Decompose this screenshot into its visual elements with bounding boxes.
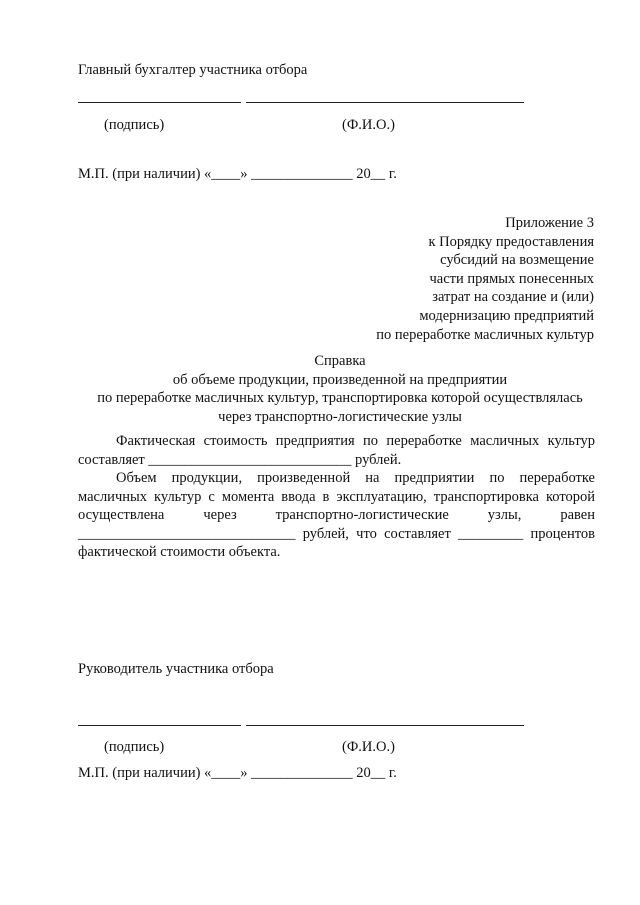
paragraph-1-text: Фактическая стоимость предприятия по переработке масличных культур составляет ____________________________ рублей. bbox=[78, 433, 595, 468]
title-line: об объеме продукции, произведенной на предприятии bbox=[172, 371, 508, 388]
paragraph-2-text: Объем продукции, произведенной на предприятии по переработке масличных культур с момента ввода в эксплуатацию, транспортировка которой осуществлена через транспортно-логистические узлы, равен ______________________________ рублей, что составляет _________ процентов фактической стоимости объекта. bbox=[78, 470, 595, 560]
appendix-line: субсидий на возмещение bbox=[440, 252, 594, 269]
title-line: по переработке масличных культур, транспортировка которой осуществлялась bbox=[97, 390, 583, 407]
name-caption: (Ф.И.О.) bbox=[342, 117, 395, 133]
appendix-line: к Порядку предоставления bbox=[428, 233, 594, 250]
body-paragraph-1 bbox=[78, 432, 595, 469]
body-paragraph-2 bbox=[78, 469, 595, 562]
chief-accountant-label: Главный бухгалтер участника отбора bbox=[78, 62, 308, 78]
appendix-header bbox=[294, 214, 594, 344]
signature-line bbox=[78, 725, 241, 726]
title-line: через транспортно-логистические узлы bbox=[218, 408, 462, 425]
appendix-line: части прямых понесенных bbox=[429, 270, 594, 287]
appendix-line: по переработке масличных культур bbox=[376, 326, 594, 343]
signature-line bbox=[78, 102, 241, 103]
stamp-date-line: М.П. (при наличии) «____» ______________ 20__ г. bbox=[78, 765, 397, 781]
signature-caption: (подпись) bbox=[104, 739, 165, 755]
name-line bbox=[246, 102, 524, 103]
signature-caption: (подпись) bbox=[104, 117, 165, 133]
appendix-line: Приложение 3 bbox=[505, 215, 594, 231]
name-line bbox=[246, 725, 524, 726]
director-label: Руководитель участника отбора bbox=[78, 661, 274, 677]
appendix-line: затрат на создание и (или) bbox=[432, 289, 594, 306]
name-caption: (Ф.И.О.) bbox=[342, 739, 395, 755]
certificate-title bbox=[60, 352, 620, 426]
appendix-line: модернизацию предприятий bbox=[419, 307, 594, 324]
stamp-date-line: М.П. (при наличии) «____» ______________ 20__ г. bbox=[78, 166, 397, 182]
title-line: Справка bbox=[314, 353, 366, 369]
